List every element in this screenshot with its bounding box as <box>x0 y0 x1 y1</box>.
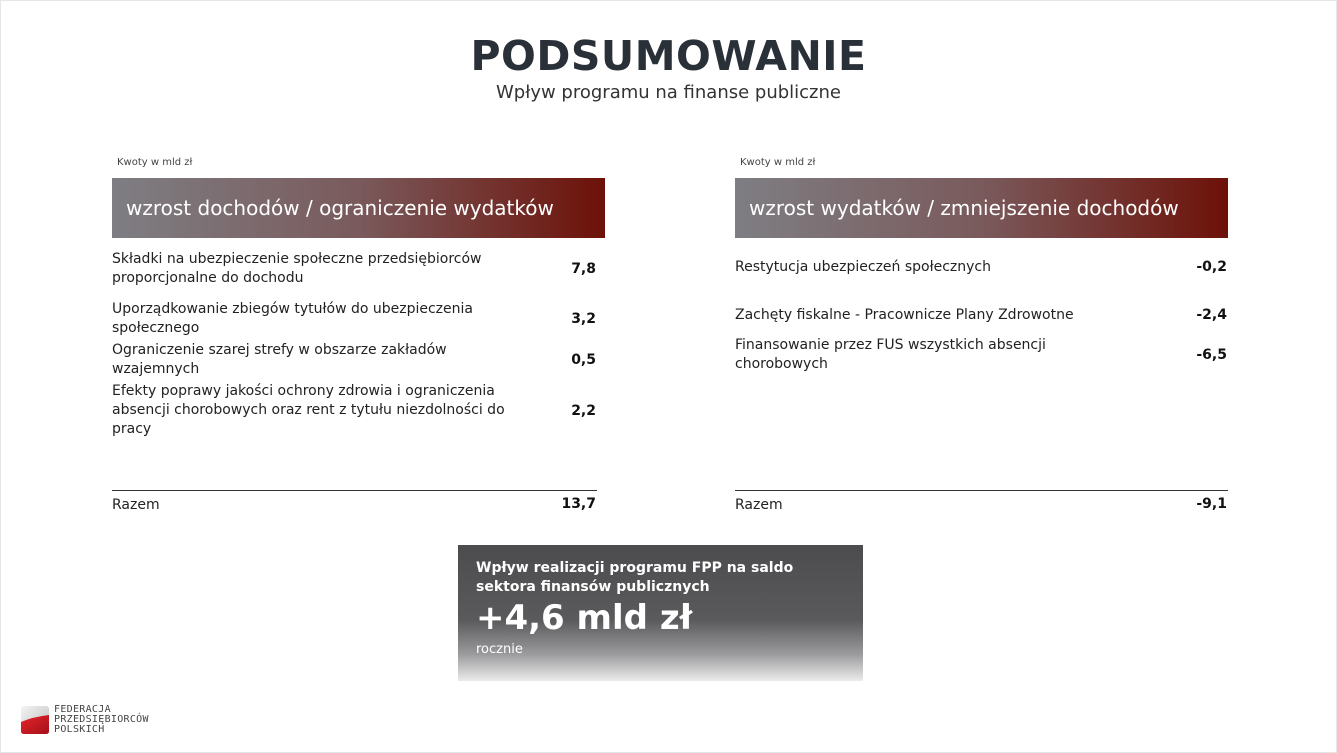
right-total-divider <box>735 490 1228 491</box>
row-value: 7,8 <box>571 261 596 277</box>
left-panel-heading: wzrost dochodów / ograniczenie wydatków <box>112 178 605 238</box>
left-total-divider <box>112 490 597 491</box>
row-label: Restytucja ubezpieczeń społecznych <box>735 258 991 275</box>
row-value: -6,5 <box>1196 347 1227 363</box>
left-row-1 <box>112 250 596 288</box>
row-value: 0,5 <box>571 352 596 368</box>
page-subtitle: Wpływ programu na finanse publiczne <box>495 82 841 103</box>
row-label: Efekty poprawy jakości ochrony zdrowia i ograniczenia absencji chorobowych oraz rent z tytułu niezdolności do pracy <box>112 383 505 437</box>
row-label: Składki na ubezpieczenie społeczne przedsiębiorców proporcjonalne do dochodu <box>112 251 482 286</box>
right-panel-heading: wzrost wydatków / zmniejszenie dochodów <box>735 178 1228 238</box>
page-title: PODSUMOWANIE <box>470 32 867 80</box>
logo-text: FEDERACJA PRZEDSIĘBIORCÓW POLSKICH <box>54 704 149 735</box>
row-label: Uporządkowanie zbiegów tytułów do ubezpieczenia społecznego <box>112 301 473 336</box>
left-row-2 <box>112 300 596 338</box>
fpp-logo <box>20 705 149 735</box>
row-value: -0,2 <box>1196 259 1227 275</box>
row-label: Zachęty fiskalne - Pracownicze Plany Zdrowotne <box>735 306 1074 323</box>
total-value: -9,1 <box>1196 496 1227 512</box>
right-row-3 <box>735 336 1227 374</box>
impact-amount: +4,6 mld zł <box>476 598 693 638</box>
impact-summary-box <box>458 545 863 681</box>
right-units-note: Kwoty w mld zł <box>740 157 816 168</box>
left-units-note: Kwoty w mld zł <box>117 157 193 168</box>
right-row-1 <box>735 257 1227 277</box>
impact-period: rocznie <box>476 642 523 657</box>
row-value: 2,2 <box>571 402 596 419</box>
left-total-row <box>112 494 596 513</box>
right-row-2 <box>735 305 1227 325</box>
row-value: -2,4 <box>1196 307 1227 323</box>
row-label: Ograniczenie szarej strefy w obszarze zakładów wzajemnych <box>112 342 447 377</box>
row-value: 3,2 <box>571 311 596 327</box>
left-row-4 <box>112 382 596 439</box>
total-label: Razem <box>112 497 160 513</box>
right-total-row <box>735 494 1227 513</box>
row-label: Finansowanie przez FUS wszystkich absencji chorobowych <box>735 337 1046 372</box>
total-value: 13,7 <box>561 496 596 512</box>
polish-flag-icon <box>20 705 50 735</box>
left-row-3 <box>112 341 596 379</box>
total-label: Razem <box>735 497 783 513</box>
impact-description: Wpływ realizacji programu FPP na saldo sektora finansów publicznych <box>476 560 794 595</box>
